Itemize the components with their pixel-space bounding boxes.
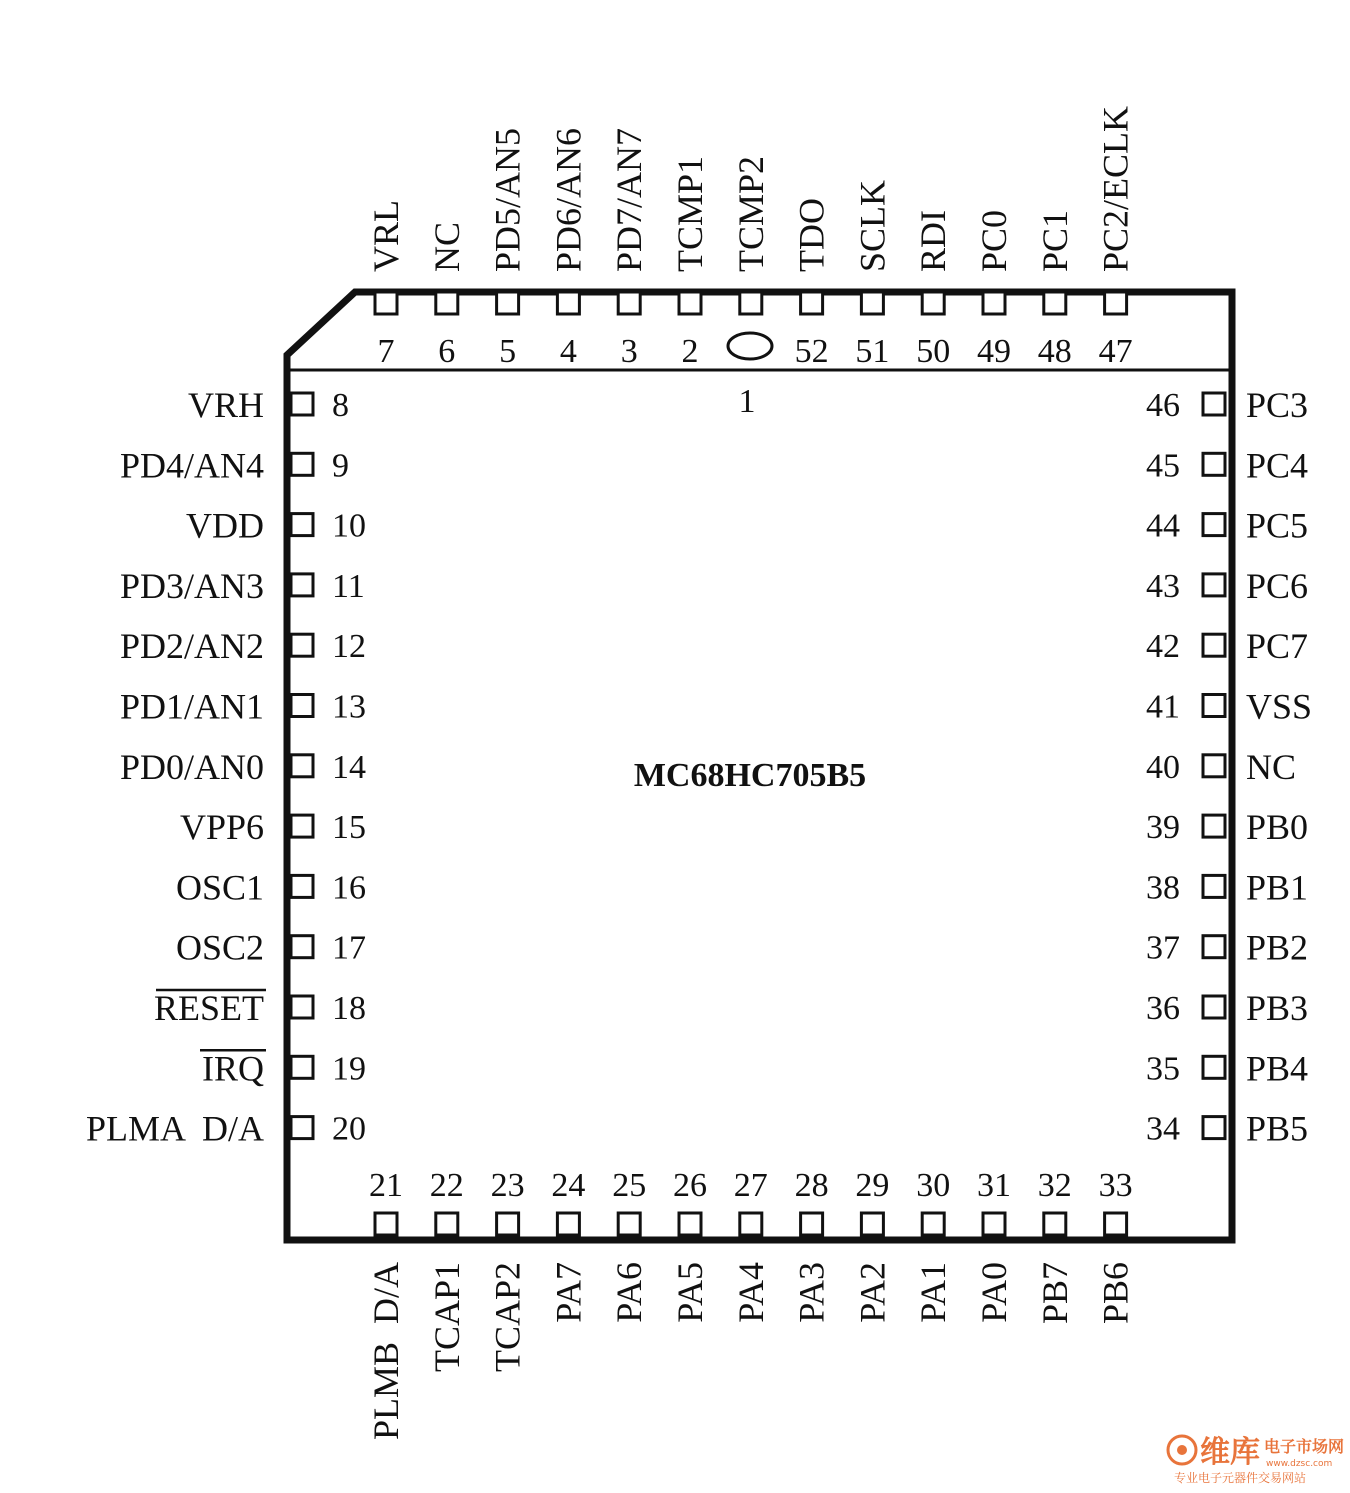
pin-name-right: PB1 — [1246, 867, 1309, 908]
pin-pad-top — [740, 292, 762, 314]
pin-pad-right — [1203, 453, 1225, 475]
pin-name-bottom: PB7 — [1034, 1262, 1075, 1325]
pin-pad-bottom — [497, 1213, 519, 1235]
pin-name-top: PC1 — [1034, 209, 1075, 272]
pin-number-right: 42 — [1146, 628, 1180, 666]
pin-pad-bottom — [1105, 1213, 1127, 1235]
pin-name-left: VRH — [187, 385, 264, 425]
pin-pad-right — [1203, 514, 1225, 536]
pin-name-left: PD4/AN4 — [119, 445, 264, 486]
watermark-url: www.dzsc.com — [1266, 1459, 1333, 1469]
pin-pad-top — [375, 292, 397, 314]
pin-number-right: 37 — [1146, 929, 1180, 967]
pin-number-top: 5 — [499, 333, 517, 370]
pin-name-top: TCMP1 — [670, 155, 710, 272]
pin-name-top: PD7/AN7 — [609, 127, 650, 272]
pin-pad-bottom — [922, 1213, 944, 1235]
pin-name-bottom: PA6 — [609, 1262, 650, 1323]
pin-number-right: 35 — [1146, 1050, 1180, 1088]
pin-number-top: 50 — [916, 333, 951, 370]
pin-number-left: 16 — [332, 869, 366, 907]
pin-name-bottom: PA7 — [548, 1262, 589, 1323]
pin-number-right: 40 — [1146, 748, 1180, 786]
pin-pad-bottom — [983, 1213, 1005, 1235]
pin-number-top: 7 — [377, 333, 395, 370]
pin-name-right: PB5 — [1246, 1108, 1309, 1149]
pin-number-top: 6 — [438, 333, 456, 370]
pin-number-right: 38 — [1146, 869, 1180, 907]
pin-pad-right — [1203, 1056, 1225, 1078]
pin-number-bottom: 31 — [977, 1167, 1011, 1204]
pin-name-top: TCMP2 — [730, 155, 771, 272]
pin-number-top: 48 — [1037, 333, 1072, 370]
pin-pad-top — [983, 292, 1005, 314]
pin-pad-right — [1203, 936, 1225, 958]
pin-pad-top — [618, 292, 640, 314]
pin-number-bottom: 22 — [429, 1167, 464, 1204]
pin-name-right: PC5 — [1246, 505, 1309, 546]
pin-pad-right — [1203, 393, 1225, 415]
pin-number-right: 41 — [1146, 688, 1180, 726]
pin-pad-right — [1203, 755, 1225, 777]
pin-pad-top — [557, 292, 579, 314]
pin-name-left: OSC2 — [175, 927, 264, 968]
pin-name-top: PC0 — [974, 209, 1014, 272]
pin-number-bottom: 21 — [369, 1167, 403, 1204]
pin-name-left: PD2/AN2 — [119, 626, 264, 667]
pin-pad-bottom — [861, 1213, 883, 1235]
pin-name-right: PB3 — [1246, 988, 1309, 1028]
pin-pad-left — [291, 1056, 313, 1078]
pin-number-right: 39 — [1146, 809, 1180, 847]
pin-pad-right — [1203, 815, 1225, 837]
pin-pad-top — [1044, 292, 1066, 314]
pin-number-bottom: 26 — [673, 1167, 707, 1204]
pin-number-left: 15 — [332, 809, 366, 847]
pin-pad-right — [1203, 574, 1225, 596]
pin-number-left: 10 — [332, 507, 366, 545]
pin-pad-bottom — [557, 1213, 579, 1235]
pin-name-bottom: PA4 — [730, 1262, 771, 1323]
pin-name-top: PC2/ECLK — [1095, 105, 1136, 272]
pin-number-left: 9 — [332, 447, 349, 485]
watermark — [1168, 1435, 1344, 1485]
watermark-brand: 维库 — [1200, 1435, 1260, 1470]
pin-pad-bottom — [436, 1213, 458, 1235]
pin-name-top: PD6/AN6 — [548, 127, 589, 272]
pin-name-bottom: TCAP1 — [426, 1262, 467, 1373]
pin-pad-top — [922, 292, 944, 314]
pin-name-top: SCLK — [852, 179, 893, 272]
pin-number-left: 8 — [332, 387, 349, 424]
pin-pad-top — [497, 292, 519, 314]
pin-name-right: PB2 — [1246, 927, 1309, 968]
pin-number-left: 12 — [332, 628, 366, 666]
pin-pad-top — [436, 292, 458, 314]
pin-number-bottom: 30 — [916, 1167, 951, 1204]
pin-name-right: PC4 — [1246, 445, 1309, 486]
pin-name-right: PC6 — [1246, 565, 1309, 606]
pin-name-left: RESET — [153, 988, 264, 1028]
pin-name-right: VSS — [1246, 686, 1313, 727]
pin-name-left: PD0/AN0 — [119, 746, 264, 787]
pin-name-left: IRQ — [202, 1048, 264, 1089]
pin-name-left: PD3/AN3 — [119, 565, 264, 606]
pin-name-bottom: PA1 — [913, 1262, 954, 1323]
pin-pad-bottom — [618, 1213, 640, 1235]
pin-number-top: 4 — [559, 333, 577, 370]
watermark-slogan: 专业电子元器件交易网站 — [1174, 1471, 1307, 1485]
pin-pad-left — [291, 875, 313, 897]
pin-pad-bottom — [801, 1213, 823, 1235]
pin-number-bottom: 25 — [612, 1167, 647, 1204]
watermark-tagline: 电子市场网 — [1264, 1437, 1345, 1456]
pin-name-bottom: PA3 — [791, 1262, 832, 1323]
pin-name-top: VRL — [366, 200, 406, 272]
pin-pad-left — [291, 755, 313, 777]
pin-name-right: NC — [1246, 746, 1297, 787]
pin-number-left: 11 — [332, 567, 365, 605]
pin-pad-right — [1203, 695, 1225, 717]
pin-pad-left — [291, 634, 313, 656]
pin-name-left: OSC1 — [175, 867, 264, 908]
pin-pad-right — [1203, 1117, 1225, 1139]
pin-name-left: VPP6 — [179, 807, 264, 848]
pin-pad-left — [291, 393, 313, 415]
pin-pad-bottom — [740, 1213, 762, 1235]
pin-name-bottom: PA5 — [670, 1262, 710, 1323]
pin1-marker-number: 1 — [738, 383, 756, 420]
pin-number-right: 45 — [1146, 447, 1180, 485]
pin-number-bottom: 27 — [733, 1167, 768, 1204]
pin-pad-right — [1203, 996, 1225, 1018]
pin-name-bottom: PA0 — [974, 1262, 1014, 1323]
pin-pad-bottom — [1044, 1213, 1066, 1235]
pin-pad-bottom — [375, 1213, 397, 1235]
pin-name-bottom: PA2 — [852, 1262, 893, 1323]
pin-number-top: 51 — [855, 333, 890, 370]
pin-number-left: 19 — [332, 1050, 366, 1088]
pin-pad-right — [1203, 634, 1225, 656]
pins-top-group — [366, 106, 1136, 370]
pin-name-bottom: PLMB D/A — [366, 1262, 406, 1441]
pin-pad-left — [291, 1117, 313, 1139]
pin-number-right: 46 — [1146, 387, 1180, 424]
pins-bottom-group — [366, 1167, 1136, 1440]
pin-number-bottom: 29 — [855, 1167, 890, 1204]
pin-number-top: 3 — [620, 333, 638, 370]
pin-name-right: PB4 — [1246, 1048, 1309, 1089]
pin-name-left: PD1/AN1 — [119, 686, 264, 727]
pin-number-bottom: 32 — [1037, 1167, 1072, 1204]
pin-number-bottom: 33 — [1098, 1167, 1133, 1204]
pin-number-left: 13 — [332, 688, 366, 726]
pin-number-left: 18 — [332, 990, 366, 1027]
pin-number-right: 43 — [1146, 567, 1180, 605]
pin-pad-bottom — [679, 1213, 701, 1235]
pin-name-right: PB0 — [1246, 807, 1309, 848]
pin-pad-left — [291, 514, 313, 536]
pin-name-top: PD5/AN5 — [487, 127, 528, 272]
pin-pad-left — [291, 936, 313, 958]
pin-number-top: 49 — [977, 333, 1011, 370]
pin-number-top: 47 — [1098, 333, 1133, 370]
pin-pad-right — [1203, 875, 1225, 897]
pin-pad-top — [801, 292, 823, 314]
pin-number-left: 14 — [332, 748, 366, 786]
pins-left-group — [86, 385, 366, 1149]
pin-name-bottom: PB6 — [1095, 1262, 1136, 1325]
pin-name-right: PC7 — [1246, 626, 1309, 667]
pin1-marker-circle — [728, 333, 772, 359]
pin-pad-left — [291, 815, 313, 837]
pin-number-top: 52 — [794, 333, 829, 370]
pin-name-bottom: TCAP2 — [487, 1262, 528, 1373]
pin-pad-top — [679, 292, 701, 314]
chip-name: MC68HC705B5 — [633, 757, 867, 794]
pin-pad-left — [291, 453, 313, 475]
pin-number-left: 17 — [332, 929, 366, 967]
pin-pad-left — [291, 695, 313, 717]
pin-pad-left — [291, 574, 313, 596]
pin-number-right: 34 — [1146, 1110, 1180, 1148]
pin-name-top: NC — [426, 221, 467, 272]
pin-number-right: 36 — [1146, 990, 1180, 1027]
pin-number-bottom: 28 — [794, 1167, 829, 1204]
pin-number-top: 2 — [681, 333, 699, 370]
pin-name-right: PC3 — [1246, 385, 1309, 425]
watermark-logo-dot — [1177, 1445, 1187, 1455]
pin-name-left: VDD — [186, 505, 264, 546]
pin-name-top: TDO — [791, 198, 832, 272]
pin-number-bottom: 24 — [551, 1167, 586, 1204]
pin-pad-top — [861, 292, 883, 314]
pin-number-bottom: 23 — [490, 1167, 525, 1204]
pin-number-left: 20 — [332, 1110, 366, 1148]
pin-pad-top — [1105, 292, 1127, 314]
pin-number-right: 44 — [1146, 507, 1180, 545]
pin-name-left: PLMA D/A — [85, 1108, 264, 1149]
pin-pad-left — [291, 996, 313, 1018]
pin-name-top: RDI — [913, 210, 954, 272]
